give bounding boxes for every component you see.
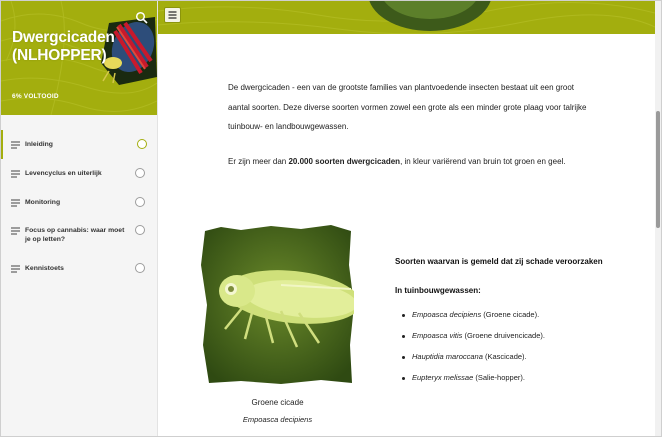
lesson-lines-icon — [11, 199, 20, 207]
lesson-lines-icon — [11, 227, 20, 235]
list-item — [402, 309, 545, 330]
species-latin: Hauptidia maroccana — [412, 352, 483, 361]
species-common: (Kascicade). — [482, 352, 527, 361]
count-text-bold: 20.000 soorten dwergcicaden — [288, 157, 401, 166]
nav-item-label: Levencyclus en uiterlijk — [25, 170, 102, 177]
lesson-lines-icon — [11, 170, 20, 178]
count-text-pre: Er zijn meer dan — [228, 157, 289, 166]
search-icon — [135, 11, 148, 24]
status-circle-icon — [135, 263, 145, 273]
nav-item-levencyclus[interactable] — [1, 159, 157, 188]
count-text-post: , in kleur variërend van bruin tot groen en geel. — [400, 157, 566, 166]
status-circle-icon — [135, 197, 145, 207]
species-common: (Groene cicade). — [481, 310, 540, 319]
lesson-nav — [1, 130, 157, 283]
list-item — [402, 351, 545, 372]
course-header — [1, 1, 157, 115]
vertical-scrollbar[interactable] — [655, 1, 661, 436]
sidebar — [1, 1, 158, 436]
horticulture-heading: In tuinbouwgewassen: — [395, 286, 481, 295]
green-leafhopper-image — [201, 225, 354, 385]
list-item — [402, 372, 545, 393]
nav-item-inleiding[interactable] — [1, 130, 157, 159]
progress-ring-icon — [137, 139, 147, 149]
nav-item-label: Kennistoets — [25, 265, 64, 272]
lesson-banner — [158, 1, 655, 34]
species-count-paragraph — [228, 152, 598, 172]
status-circle-icon — [135, 168, 145, 178]
species-common: (Salie-hopper). — [473, 373, 525, 382]
menu-button[interactable] — [164, 7, 181, 23]
damage-heading: Soorten waarvan is gemeld dat zij schade veroorzaken — [395, 257, 603, 266]
nav-item-label: Inleiding — [25, 141, 53, 148]
nav-item-label: Monitoring — [25, 199, 61, 206]
list-item — [402, 330, 545, 351]
nav-item-monitoring[interactable] — [1, 188, 157, 216]
species-latin: Empoasca decipiens — [412, 310, 482, 319]
leafhopper-photo — [201, 225, 354, 385]
nav-item-label: Focus op cannabis: waar moet je op letten? — [25, 227, 125, 243]
species-latin: Empoasca vitis — [412, 331, 463, 340]
nav-item-focus-cannabis[interactable] — [1, 216, 157, 254]
scrollbar-thumb[interactable] — [656, 111, 660, 228]
course-title: Dwergcicaden (NLHOPPER) — [12, 29, 115, 64]
lesson-lines-icon — [11, 141, 20, 149]
species-list — [402, 309, 545, 393]
hamburger-menu-icon — [165, 8, 180, 22]
course-progress: 6% VOLTOOID — [12, 93, 59, 100]
search-button[interactable] — [135, 11, 148, 24]
species-latin: Eupteryx melissae — [412, 373, 474, 382]
image-caption-latin: Empoasca decipiens — [242, 415, 313, 424]
species-common: (Groene druivencicade). — [462, 331, 545, 340]
status-circle-icon — [135, 225, 145, 235]
lesson-lines-icon — [11, 265, 20, 273]
lesson-content — [158, 1, 661, 436]
banner-pattern — [158, 1, 655, 34]
image-caption: Groene cicade — [251, 398, 304, 407]
intro-paragraph: De dwergcicaden - een van de grootste families van plantvoedende insecten bestaat uit een groot aantal soorten. Deze diverse soorten vormen zowel een grote als een minder grote plaag voor talrijke tuinbouw- en landbouwgewassen. — [228, 83, 587, 131]
nav-item-kennistoets[interactable] — [1, 254, 157, 283]
